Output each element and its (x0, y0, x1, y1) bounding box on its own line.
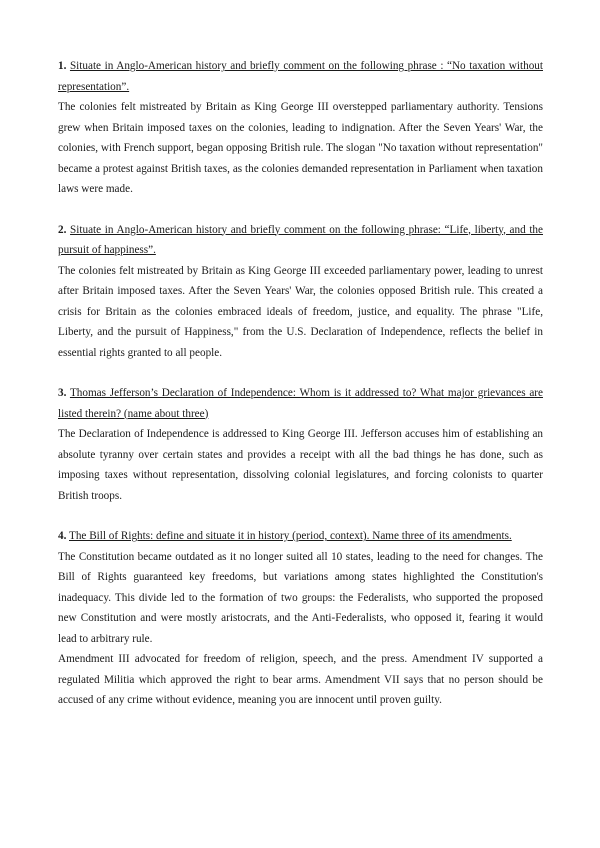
question-text: The Bill of Rights: define and situate it in history (period, context). Name three of its amendments. (69, 530, 512, 542)
question-number: 1. (58, 60, 67, 72)
answer-paragraph: Amendment III advocated for freedom of religion, speech, and the press. Amendment IV supported a regulated Militia which approved the right to bear arms. Amendment VII says that no person should be accused of any crime without evidence, meaning you are innocent until proven guilty. (58, 653, 543, 706)
question-heading (58, 526, 543, 547)
question-text: Situate in Anglo-American history and briefly comment on the following phrase: “Life, liberty, and the pursuit of happiness”. (58, 223, 543, 256)
question-section-4 (58, 526, 543, 711)
document-page (58, 56, 543, 711)
answer-paragraph: The Constitution became outdated as it no longer suited all 10 states, leading to the need for changes. The Bill of Rights guaranteed key freedoms, but variations among states highlighted the Constitution's inadequacy. This divide led to the formation of two groups: the Federalists, who supported the proposed new Constitution and were mostly aristocrats, and the Anti-Federalists, who opposed it, fearing it would lead to arbitrary rule. (58, 550, 543, 645)
answer-paragraph: The colonies felt mistreated by Britain as King George III exceeded parliamentary power, leading to unrest after Britain imposed taxes. After the Seven Years' War, the colonies opposed British rule. This created a crisis for Britain as the colonies embraced ideals of freedom, justice, and equality. The phrase "Life, Liberty, and the pursuit of Happiness," from the U.S. Declaration of Independence, reflects the belief in essential rights granted to all people. (58, 264, 543, 359)
question-text: Thomas Jefferson’s Declaration of Independence: Whom is it addressed to? What major grievances are listed therein? (name about three) (58, 387, 543, 420)
question-section-1 (58, 56, 543, 200)
answer-paragraph: The Declaration of Independence is addressed to King George III. Jefferson accuses him of establishing an absolute tyranny over certain states and provides a receipt with all the bad things he has done, such as imposing taxes without representation, dissolving colonial legislatures, and forcing colonists to quarter British troops. (58, 428, 543, 502)
question-section-3 (58, 383, 543, 506)
question-text: Situate in Anglo-American history and briefly comment on the following phrase : “No taxation without representation”. (58, 60, 543, 93)
answer-paragraph: The colonies felt mistreated by Britain as King George III overstepped parliamentary authority. Tensions grew when Britain imposed taxes on the colonies, leading to indignation. After the Seven Years' War, the colonies, with French support, began opposing British rule. The slogan "No taxation without representation" became a protest against British taxes, as the colonies demanded representation in Parliament when taxation laws were made. (58, 101, 543, 195)
question-heading (58, 56, 543, 97)
question-heading (58, 220, 543, 261)
question-number: 3. (58, 387, 67, 399)
question-heading (58, 383, 543, 424)
question-number: 4. (58, 530, 67, 542)
question-number: 2. (58, 223, 67, 236)
question-section-2 (58, 220, 543, 364)
